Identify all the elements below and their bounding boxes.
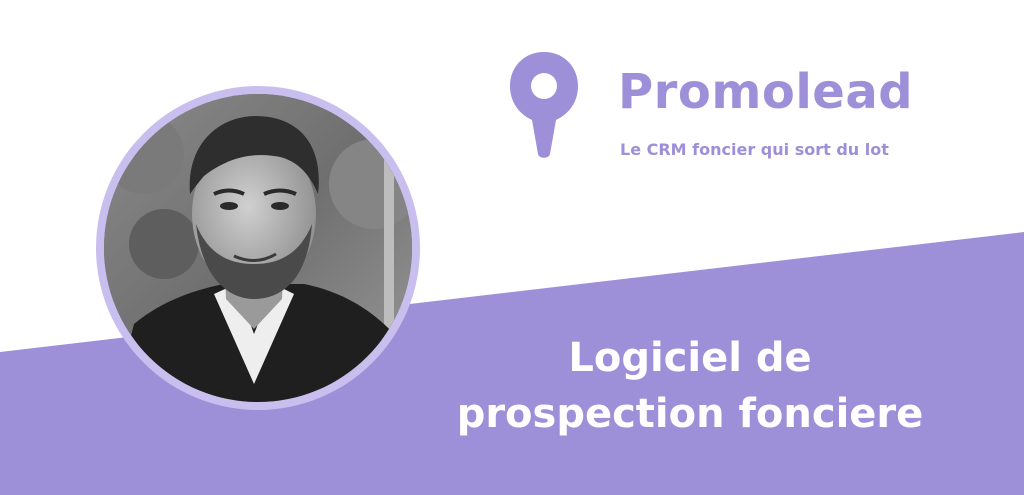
brand-tagline: Le CRM foncier qui sort du lot bbox=[620, 140, 889, 159]
headline bbox=[370, 330, 1010, 442]
map-pin-icon bbox=[508, 50, 580, 160]
headline-line-1: Logiciel de bbox=[568, 335, 812, 381]
brand-name: Promolead bbox=[618, 64, 914, 120]
person-photo bbox=[104, 94, 412, 402]
person-photo-illustration bbox=[104, 94, 412, 402]
brand-logo bbox=[508, 50, 938, 165]
headline-line-2: prospection fonciere bbox=[456, 391, 924, 437]
